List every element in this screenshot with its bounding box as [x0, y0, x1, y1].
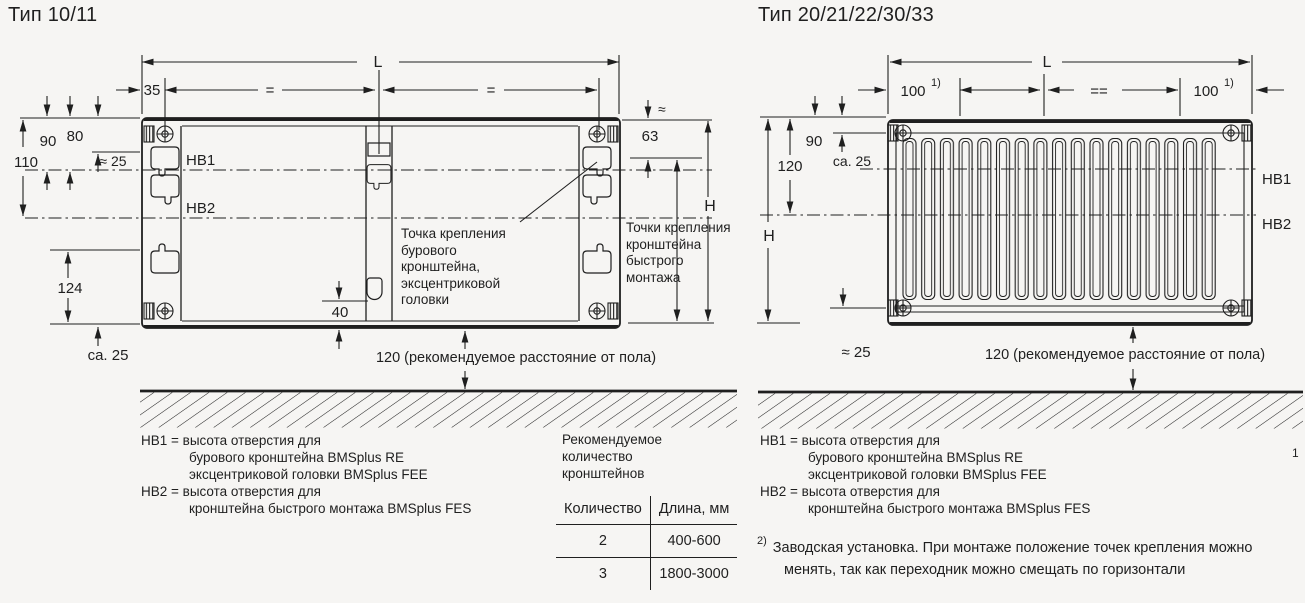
bracket-count-heading: [562, 431, 662, 482]
table-row: [556, 525, 737, 558]
dim-approx25-label: ≈ 25: [99, 153, 127, 169]
note-line: быстрого: [626, 253, 684, 268]
dim-H-label: H: [763, 228, 775, 245]
dim-124-label: 124: [57, 280, 83, 297]
note-quick-mount: [626, 220, 731, 286]
heading-line: Рекомендуемое: [562, 432, 663, 447]
hb2-label: HB2: [186, 200, 216, 217]
bracket-count-table: [556, 496, 737, 590]
dim-80-label: 80: [66, 128, 84, 145]
note-line: Точки крепления: [626, 220, 731, 235]
footnote-line: Заводская установка. При монтаже положение точек крепления можно: [772, 540, 1253, 556]
heading-line: кронштейнов: [562, 466, 645, 481]
middle-rail-slots: [367, 143, 391, 300]
dim-approx25-label: ≈ 25: [841, 344, 871, 361]
dim-approx-label: ≈: [658, 101, 666, 117]
dim-100-label: 100: [1193, 83, 1219, 100]
quantity-cell: 3: [556, 558, 650, 591]
legend-line: HB2 = высота отверстия для: [760, 484, 940, 499]
legend-line: бурового кронштейна BMSplus RE: [189, 450, 404, 465]
dim-eq-label: =: [486, 82, 496, 99]
legend-line: эксцентриковой головки BMSplus FEE: [808, 467, 1047, 482]
left-dimension-lines: [20, 55, 714, 389]
heading-line: количество: [562, 449, 633, 464]
dim-40-label: 40: [331, 304, 349, 321]
note-line: Точка крепления: [401, 226, 506, 241]
table-row: [556, 558, 737, 591]
legend-hb-left: [141, 432, 471, 517]
note-line: бурового: [401, 242, 457, 258]
legend-line: кронштейна быстрого монтажа BMSplus FES: [808, 501, 1091, 516]
note-line: кронштейна: [626, 236, 702, 252]
note-drill-bracket: [401, 226, 506, 309]
dim-90-label: 90: [39, 133, 57, 150]
note-line: монтажа: [626, 269, 681, 285]
legend-line: HB1 = высота отверстия для: [141, 433, 321, 448]
note-line: эксцентриковой: [401, 275, 501, 291]
dim-eq-label: =: [265, 82, 275, 99]
note-line: головки: [401, 292, 449, 307]
legend-hb-right: [760, 432, 1090, 517]
footnote-2-marker: 2): [757, 535, 767, 547]
dim-L-label: L: [373, 54, 383, 71]
dim-100-label: 100: [900, 83, 926, 100]
footnote-line: менять, так как переходник можно смещать по горизонтали: [784, 562, 1186, 578]
legend-line: бурового кронштейна BMSplus RE: [808, 450, 1023, 465]
footnote-1-ref: 1): [1224, 77, 1234, 89]
legend-line: HB2 = высота отверстия для: [141, 484, 321, 499]
length-cell: 1800-3000: [650, 558, 737, 591]
dim-H-label: H: [704, 198, 716, 215]
dim-ca25-label: ca. 25: [87, 347, 129, 364]
legend-line: эксцентриковой головки BMSplus FEE: [189, 467, 428, 482]
legend-line: кронштейна быстрого монтажа BMSplus FES: [189, 501, 472, 516]
left-rail-bracket-slots: [144, 126, 179, 320]
dim-90-label: 90: [805, 133, 823, 150]
quantity-cell: 2: [598, 533, 607, 549]
hb1-label: HB1: [186, 152, 216, 169]
convector-fins: [902, 138, 1218, 300]
floor-distance-note: 120 (рекомендуемое расстояние от пола): [375, 350, 657, 366]
left-diagram-title: Тип 10/11: [8, 4, 98, 26]
dim-35-label: 35: [143, 82, 161, 99]
length-cell: 400-600: [650, 525, 737, 558]
left-floor: [140, 391, 737, 428]
right-floor: [758, 392, 1303, 429]
dim-ca25-label: ca. 25: [832, 153, 872, 169]
note-line: кронштейна,: [401, 259, 481, 274]
right-diagram-title: Тип 20/21/22/30/33: [758, 4, 934, 26]
dim-eqeq-label: ==: [1090, 83, 1108, 100]
dim-L-label: L: [1042, 54, 1052, 71]
floor-distance-note: 120 (рекомендуемое расстояние от пола): [984, 347, 1266, 363]
dim-120-label: 120: [777, 158, 803, 175]
hb2-label: HB2: [1262, 216, 1292, 233]
hb1-label: HB1: [1262, 171, 1292, 188]
footnote-2: [757, 530, 1252, 581]
legend-line: HB1 = высота отверстия для: [760, 433, 940, 448]
column-header-quantity: Количество: [556, 496, 650, 525]
dim-110-label: 110: [14, 154, 38, 171]
column-header-length: Длина, мм: [650, 496, 737, 525]
footnote-1-ref: 1): [931, 77, 941, 89]
dim-63-label: 63: [641, 128, 659, 145]
edge-mark: 1: [1292, 446, 1299, 460]
right-rail-bracket-slots: [583, 126, 618, 320]
